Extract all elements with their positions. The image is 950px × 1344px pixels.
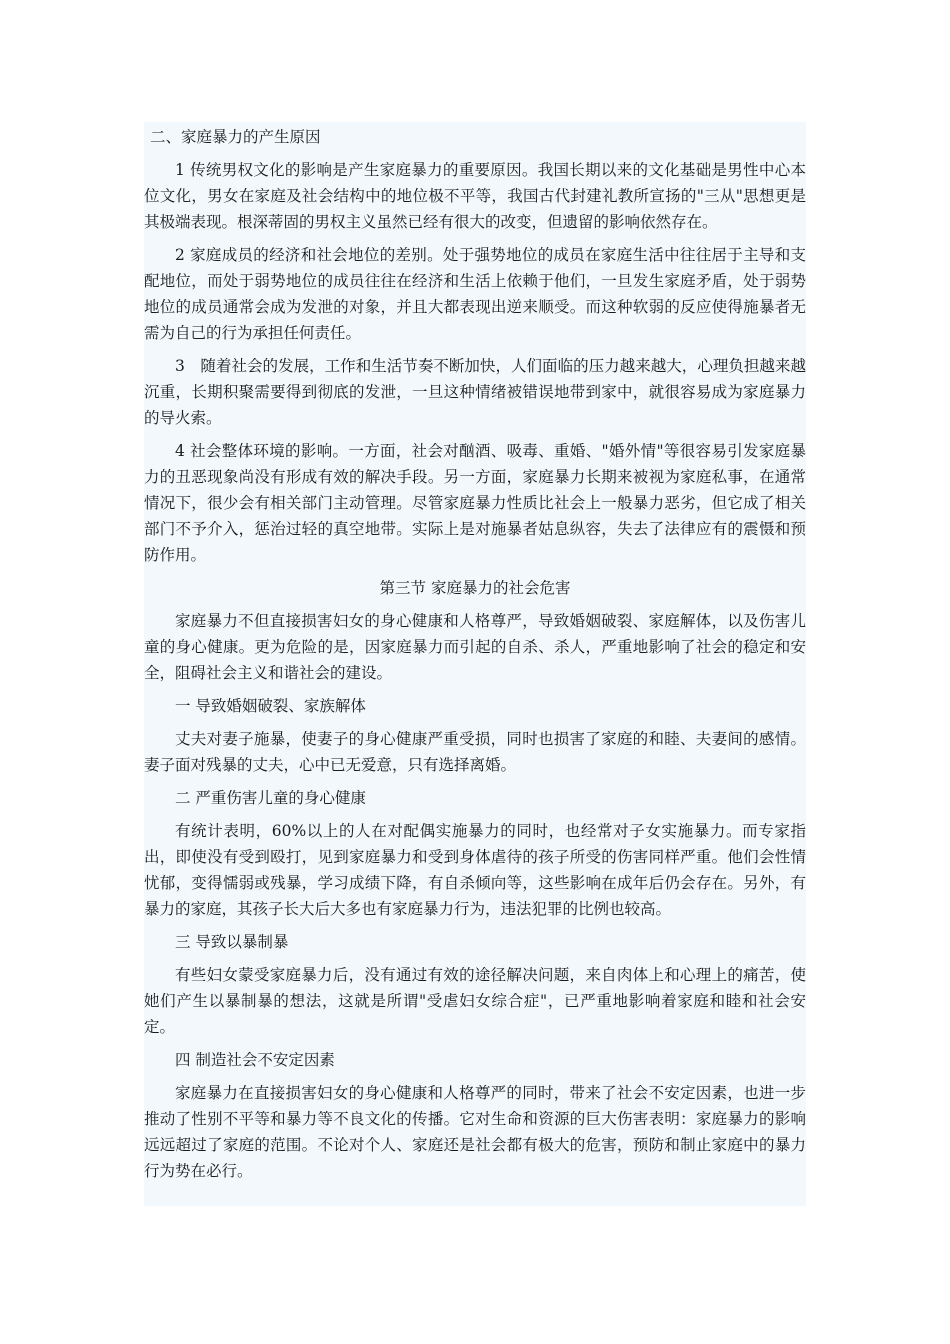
harm-2-paragraph: 有统计表明，60%以上的人在对配偶实施暴力的同时，也经常对子女实施暴力。而专家指出，即使没有受到殴打，见到家庭暴力和受到身体虐待的孩子所受的伤害同样严重。他们会性情忧郁，变得懦弱或残暴，学习成绩下降，有自杀倾向等，这些影响在成年后仍会存在。另外，有暴力的家庭，其孩子长大后大多也有家庭暴力行为，违法犯罪的比例也较高。	[144, 822, 806, 918]
document-content	[144, 122, 806, 1184]
document-page	[144, 122, 806, 1206]
cause-paragraph-1: 1 传统男权文化的影响是产生家庭暴力的重要原因。我国长期以来的文化基础是男性中心本位文化，男女在家庭及社会结构中的地位极不平等，我国古代封建礼教所宣扬的"三从"思想更是其极端表现。根深蒂固的男权主义虽然已经有很大的改变，但遗留的影响依然存在。	[144, 161, 806, 231]
harm-intro-paragraph: 家庭暴力不但直接损害妇女的身心健康和人格尊严，导致婚姻破裂、家庭解体，以及伤害儿童的身心健康。更为危险的是，因家庭暴力而引起的自杀、杀人，严重地影响了社会的稳定和安全，阻碍社会主义和谐社会的建设。	[144, 612, 806, 682]
section-title: 第三节 家庭暴力的社会危害	[379, 579, 571, 597]
harm-2-title: 二 严重伤害儿童的身心健康	[175, 789, 366, 807]
harm-1-paragraph: 丈夫对妻子施暴，使妻子的身心健康严重受损，同时也损害了家庭的和睦、夫妻间的感情。妻子面对残暴的丈夫，心中已无爱意，只有选择离婚。	[144, 730, 806, 774]
heading-causes: 二、家庭暴力的产生原因	[150, 128, 321, 146]
cause-paragraph-3: 3 随着社会的发展，工作和生活节奏不断加快，人们面临的压力越来越大，心理负担越来越沉重，长期积聚需要得到彻底的发泄，一旦这种情绪被错误地带到家中，就很容易成为家庭暴力的导火索。	[144, 357, 806, 427]
harm-3-title: 三 导致以暴制暴	[175, 933, 289, 951]
harm-3-paragraph: 有些妇女蒙受家庭暴力后，没有通过有效的途径解决问题，来自肉体上和心理上的痛苦，使她们产生以暴制暴的想法，这就是所谓"受虐妇女综合症"，已严重地影响着家庭和睦和社会安定。	[144, 966, 806, 1036]
cause-paragraph-4: 4 社会整体环境的影响。一方面，社会对酗酒、吸毒、重婚、"婚外情"等很容易引发家庭暴力的丑恶现象尚没有形成有效的解决手段。另一方面，家庭暴力长期来被视为家庭私事，在通常情况下，很少会有相关部门主动管理。尽管家庭暴力性质比社会上一般暴力恶劣，但它成了相关部门不予介入，惩治过轻的真空地带。实际上是对施暴者姑息纵容，失去了法律应有的震慑和预防作用。	[144, 442, 806, 564]
harm-1-title: 一 导致婚姻破裂、家族解体	[175, 697, 366, 715]
harm-4-title: 四 制造社会不安定因素	[175, 1051, 335, 1069]
cause-paragraph-2: 2 家庭成员的经济和社会地位的差别。处于强势地位的成员在家庭生活中往往居于主导和支配地位，而处于弱势地位的成员往往在经济和生活上依赖于他们，一旦发生家庭矛盾，处于弱势地位的成员通常会成为发泄的对象，并且大都表现出逆来顺受。而这种软弱的反应使得施暴者无需为自己的行为承担任何责任。	[144, 246, 806, 342]
harm-4-paragraph: 家庭暴力在直接损害妇女的身心健康和人格尊严的同时，带来了社会不安定因素，也进一步推动了性别不平等和暴力等不良文化的传播。它对生命和资源的巨大伤害表明：家庭暴力的影响远远超过了家庭的范围。不论对个人、家庭还是社会都有极大的危害，预防和制止家庭中的暴力行为势在必行。	[144, 1084, 806, 1180]
